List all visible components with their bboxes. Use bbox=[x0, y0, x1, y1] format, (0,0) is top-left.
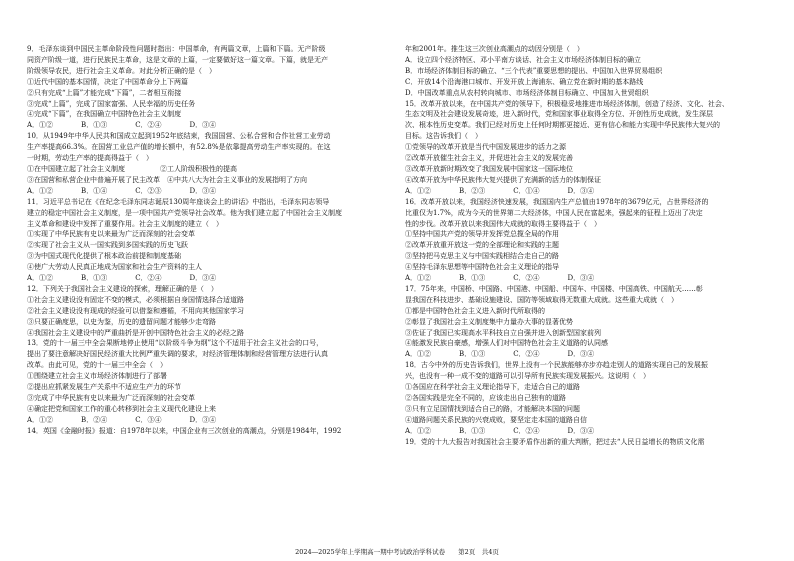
text-line: 生产率提高66.3%。在国营工业总产值的增长额中，有52.8%是依靠提高劳动生产率实现的。在这 bbox=[27, 143, 331, 152]
text-line: 16．改革开放以来，我国经济快速发展，我国国内生产总值由1978年的3679亿元，占世界经济的 bbox=[405, 197, 709, 206]
text-line: ④确定把党和国家工作的重心转移到社会主义现代化建设上来 bbox=[27, 404, 216, 413]
text-line: A．①② B．①③ C．②④ D．③④ bbox=[405, 426, 595, 435]
text-line: 生态文明及社会建设发展奇迹，进入新时代，党和国家事业取得全方位、开创性历史成就，发生深层 bbox=[405, 110, 713, 119]
text-line: 主义革命和建设中发挥了重要作用。社会主义制度的建立（ ） bbox=[27, 219, 223, 228]
text-line: ③改革开放新时期改变了我国发展中国家这一国际地位 bbox=[405, 164, 573, 173]
page-footer: 2024―2025学年上学期高一期中考试政治学科试卷 第2页 共4页 bbox=[295, 548, 499, 556]
text-line: 次、根本性历史变革。我们已经对历史上任何时期都更接近、更有信心和能力实现中华民族伟大复兴的 bbox=[405, 121, 720, 130]
text-line: ③完成了中华民族有史以来最为广泛而深刻的社会变革 bbox=[27, 394, 195, 402]
right-column bbox=[405, 44, 776, 448]
text-line: ②各国实践是完全不同的，应该走出自己独有的道路 bbox=[405, 394, 566, 402]
text-line: 17．75年来，中国桥、中国路、中国港、中国船、中国车、中国楼、中国高铁、中国航天……彰 bbox=[405, 284, 703, 293]
text-line: 一时期，劳动生产率的提高得益于（ ） bbox=[27, 154, 153, 163]
text-line: ①党领导的改革开放是当代中国发展进步的活力之源 bbox=[405, 143, 566, 152]
text-line: 阶级领导农民，进行社会主义革命。对此分析正确的是（ ） bbox=[27, 66, 216, 75]
text-line: ④改革开放为中华民族伟大复兴提供了充满新的活力的体制保证 bbox=[405, 175, 601, 184]
text-line: ④完成“下篇”，在我国确立中国特色社会主义制度 bbox=[27, 110, 182, 119]
text-line: ③在国营和私营企业中普遍开展了民主改革 ④中共八大为社会主义事业的发展指明了方向 bbox=[27, 175, 307, 184]
text-line: ④我国社会主义建设中的严重曲折是开创中国特色社会主义的必经之路 bbox=[27, 328, 244, 337]
text-line: ①社会主义建设没有固定不变的模式，必须根据自身国情选择合适道路 bbox=[27, 295, 244, 304]
text-line: ③佐证了我国已实现高水平科技自立自强并进入创新型国家前列 bbox=[405, 328, 601, 337]
text-line: A．①② B．①③ C．②④ D．③④ bbox=[27, 274, 217, 283]
text-line: ①各国应在科学社会主义理论指导下，走适合自己的道路 bbox=[405, 383, 580, 392]
left-column bbox=[27, 44, 398, 437]
text-line: ①坚持中国共产党的领导并发挥党总揽全局的作用 bbox=[405, 230, 559, 239]
text-line: ②改革开放重开放这一党的全部理论和实践的主题 bbox=[405, 241, 559, 250]
text-line: 显我国在科技进步、基础设施建设、国防等领域取得无数重大成就。这些重大成就（ ） bbox=[405, 295, 678, 304]
text-line: 建立的稳定中国社会主义制度，是一项中国共产党领导社会改革。他为我们建立起了中国社会主义制度 bbox=[27, 208, 342, 217]
text-line: ③坚持把马克思主义与中国实践相结合走自己的路 bbox=[405, 252, 559, 261]
text-line: ④道路问题关系民族的兴衰成败，要坚定走本国的道路自信 bbox=[405, 415, 587, 424]
text-line: A．设立四个经济特区、邓小平南方谈话、社会主义市场经济体制目标的确立 bbox=[405, 55, 642, 64]
text-line: A．①② B．②④ C．③④ D．③④ bbox=[27, 415, 217, 424]
text-line: ③只有立足国情找到适合自己的路，才能解决本国的问题 bbox=[405, 404, 580, 413]
text-line: 14．英国《金融时报》报道：自1978年以来，中国企业有三次创业的高潮点，分别是1984年，1992 bbox=[27, 426, 342, 435]
text-line: ③为中国式现代化提供了根本政治前提和制度基础 bbox=[27, 252, 181, 261]
text-line: 19．党的十九大报告对我国社会主要矛盾作出新的重大判断，把过去“人民日益增长的物质文化需 bbox=[405, 437, 705, 446]
text-line: ①在中国建立起了社会主义制度 ②工人阶级积极性的提高 bbox=[27, 164, 237, 173]
text-line: 兴，也没有一种一成不变的道路可以引导所有民族实现发展振兴。这说明（ ） bbox=[405, 372, 650, 381]
text-line: B．市场经济体制目标的确立、“三个代表”重要思想的提出、中国加入世界贸易组织 bbox=[405, 66, 663, 75]
text-line: 同资产阶级一道，进行民族民主革命，这是文章的上篇，一定要做好这一篇文章。下篇，就是无产 bbox=[27, 55, 328, 64]
text-line: ①围绕建立社会主义市场经济体制进行了部署 bbox=[27, 372, 167, 381]
text-line: ①都是中国特色社会主义进入新时代所取得的 bbox=[405, 306, 545, 315]
text-line: A．①② B．①③ C．②④ D．③④ bbox=[27, 121, 217, 130]
text-line: A．①② B．①③ C．②④ D．③④ bbox=[405, 274, 595, 283]
text-line: ②彰显了我国社会主义制度集中力量办大事的显著优势 bbox=[405, 317, 573, 326]
text-line: 9．毛泽东谈到中国民主革命阶段性问题时指出：中国革命，有两篇文章，上篇和下篇。无产阶级 bbox=[27, 45, 326, 53]
text-line: ③完成“上篇”，完成了国家富强、人民幸福的历史任务 bbox=[27, 99, 196, 108]
text-line: ④能激发民族自豪感，增强人们对中国特色社会主义道路的认同感 bbox=[405, 339, 608, 348]
text-line: ④使广大劳动人民真正地成为国家和社会生产资料的主人 bbox=[27, 263, 202, 272]
text-line: 10．从1949年中华人民共和国成立起到1952年底结束，我国国营、公私合营和合作社营工业劳动 bbox=[27, 132, 331, 141]
text-line: D．中国改革重点从农村转向城市、市场经济体制目标确立、中国加入世贸组织 bbox=[405, 88, 649, 97]
text-line: 12．下列关于我国社会主义建设的探索，理解正确的是（ ） bbox=[27, 284, 218, 293]
text-line: 11．习近平总书记在《在纪念毛泽东同志诞辰130周年座谈会上的讲话》中指出，毛泽东同志领导 bbox=[27, 197, 330, 206]
text-line: 改革。由此可见，党的十一届三中全会（ ） bbox=[27, 361, 167, 370]
text-line: ①实现了中华民族有史以来最为广泛而深刻的社会变革 bbox=[27, 230, 195, 239]
text-line: 13．党的十一届三中全会果断地停止使用“以阶级斗争为纲”这个不适用于社会主义社会的口号， bbox=[27, 339, 324, 348]
text-line: ②只有完成“上篇”才能完成“下篇”，二者相互衔接 bbox=[27, 88, 182, 97]
text-line: C．开放14个沿海港口城市、开发开放上海浦东、确立党在新时期的基本路线 bbox=[405, 77, 644, 86]
text-line: 比重仅为1.7%，成为今天的世界第二大经济体，中国人民在富起来，强起来的征程上迈出了决定 bbox=[405, 208, 703, 217]
text-line: 15．改革开放以来，在中国共产党的领导下，积极稳妥地推进市场经济体制，创造了经济、文化、社会、 bbox=[405, 99, 729, 108]
text-line: A．①② B．①③ C．②④ D．③④ bbox=[405, 350, 595, 359]
text-line: 性的步伐。改革开放以来我国伟大成就的取得主要得益于（ ） bbox=[405, 219, 601, 228]
text-line: ②社会主义建设没有现成的经验可以借鉴和遵循，不用向其他国家学习 bbox=[27, 306, 244, 315]
text-line: 年和2001年。推生这三次创业高潮点的动因分别是（ ） bbox=[405, 45, 584, 53]
text-line: 提出了要注意解决好国民经济重大比例严重失调的要求，对经济管理体制和经营管理方法进行认真 bbox=[27, 350, 328, 359]
text-line: ③只要正确度思，以史为鉴，历史的遗留问题才能够少走弯路 bbox=[27, 317, 216, 326]
text-line: ②实现了社会主义从一国实践到多国实践的历史飞跃 bbox=[27, 241, 188, 250]
text-line: ①近代中国的基本国情，决定了中国革命分上下两篇 bbox=[27, 77, 188, 86]
text-line: ④坚持毛泽东思想等中国特色社会主义理论的指导 bbox=[405, 263, 559, 272]
text-line: A．①② B．②③ C．①④ D．③④ bbox=[405, 186, 595, 195]
text-line: 18．古今中外的历史告诉我们，世界上没有一个民族能够亦步亦趋走别人的道路实现自己的发展振 bbox=[405, 361, 708, 370]
text-line: A．①② B．①④ C．②③ D．③④ bbox=[27, 186, 217, 195]
text-line: ②改革开放催生社会主义，并促进社会主义的发展完善 bbox=[405, 154, 573, 163]
text-line: 目标。这告诉我们（ ） bbox=[405, 132, 482, 141]
text-line: ②提出应抓紧发展生产关系中不适应生产力的环节 bbox=[27, 383, 181, 392]
